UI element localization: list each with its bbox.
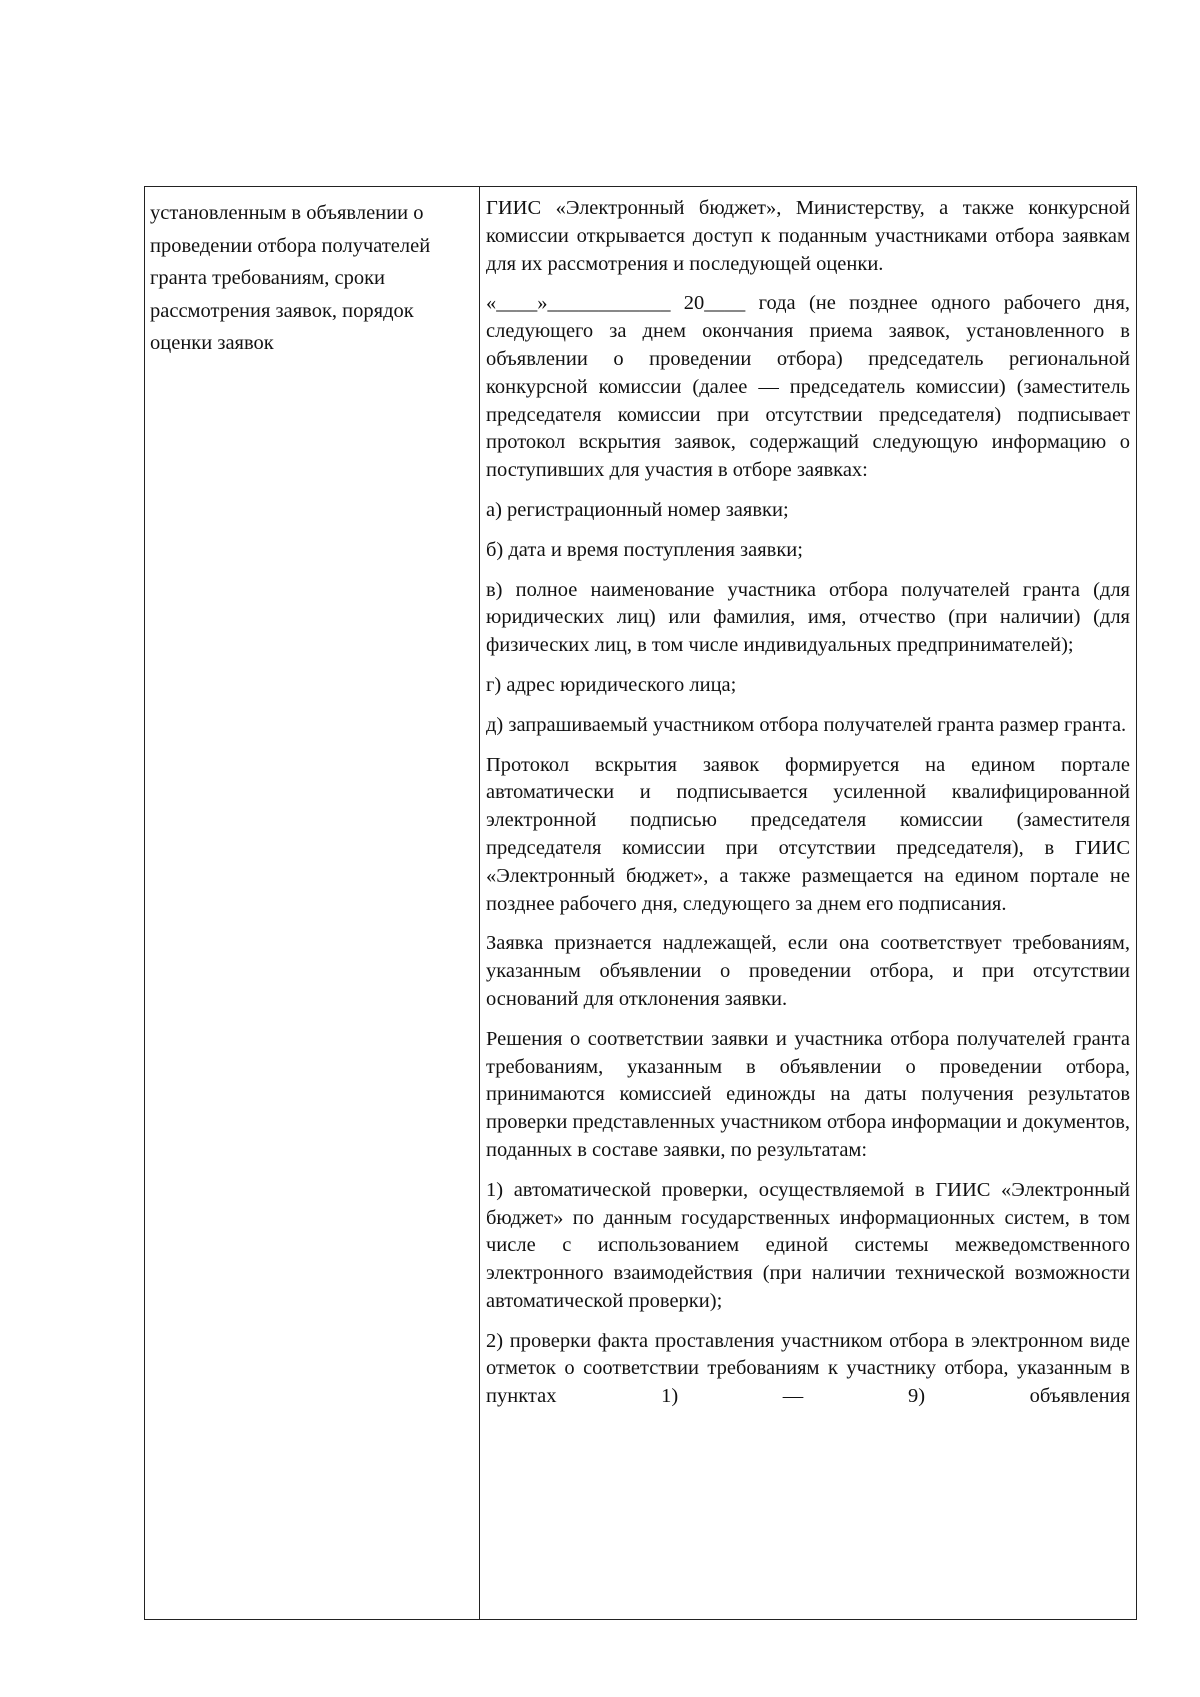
paragraph-valid-application: Заявка признается надлежащей, если она соответствует требованиям, указанным объявлении о проведении отбора, и при отсутствии оснований для отклонения заявки.	[486, 932, 1130, 1010]
table-cell-right	[480, 187, 1136, 1619]
table-cell-left	[145, 187, 480, 1619]
list-item-2: 2) проверки факта проставления участником отбора в электронном виде отметок о соответствии требованиям к участнику отбора, указанным в пунктах 1) — 9) объявления	[486, 1329, 1130, 1408]
list-item-a: а) регистрационный номер заявки;	[486, 498, 789, 521]
list-item-g: г) адрес юридического лица;	[486, 673, 737, 696]
list-item-v: в) полное наименование участника отбора получателей гранта (для юридических лиц) или фамилия, имя, отчество (при наличии) (для физических лиц, в том числе индивидуальных предпринимателей);	[486, 578, 1130, 657]
paragraph-protocol-date: «____»____________ 20____ года (не позднее одного рабочего дня, следующего за днем окончания приема заявок, установленного в объявлении о проведении отбора) председатель региональной конкурсной комиссии (далее — председатель комиссии) (заместитель председателя комиссии при отсутствии председателя) подписывает протокол вскрытия заявок, содержащий следующую информацию о поступивших для участия в отборе заявках:	[486, 292, 1130, 482]
list-item-b: б) дата и время поступления заявки;	[486, 538, 803, 561]
list-item-1: 1) автоматической проверки, осуществляемой в ГИИС «Электронный бюджет» по данным государственных информационных систем, в том числе с использованием единой системы межведомственного электронного взаимодействия (при наличии технической возможности автоматической проверки);	[486, 1178, 1130, 1312]
paragraph-access: ГИИС «Электронный бюджет», Министерству, а также конкурсной комиссии открывается доступ к поданным участниками отбора заявкам для их рассмотрения и последующей оценки.	[486, 197, 1130, 275]
paragraph-decisions: Решения о соответствии заявки и участника отбора получателей гранта требованиям, указанным в объявлении о проведении отбора, принимаются комиссией единожды на даты получения результатов проверки представленных участником отбора информации и документов, поданных в составе заявки, по результатам:	[486, 1027, 1130, 1161]
document-table	[144, 186, 1137, 1620]
list-item-d: д) запрашиваемый участником отбора получателей гранта размер гранта.	[486, 713, 1127, 736]
paragraph-protocol-portal: Протокол вскрытия заявок формируется на едином портале автоматически и подписывается усиленной квалифицированной электронной подписью председателя комиссии (заместителя председателя комиссии при отсутствии председателя), в ГИИС «Электронный бюджет», а также размещается на едином портале не позднее рабочего дня, следующего за днем его подписания.	[486, 753, 1130, 915]
left-cell-text: установленным в объявлении о проведении отбора получателей гранта требованиям, сроки рассмотрения заявок, порядок оценки заявок	[150, 202, 431, 354]
